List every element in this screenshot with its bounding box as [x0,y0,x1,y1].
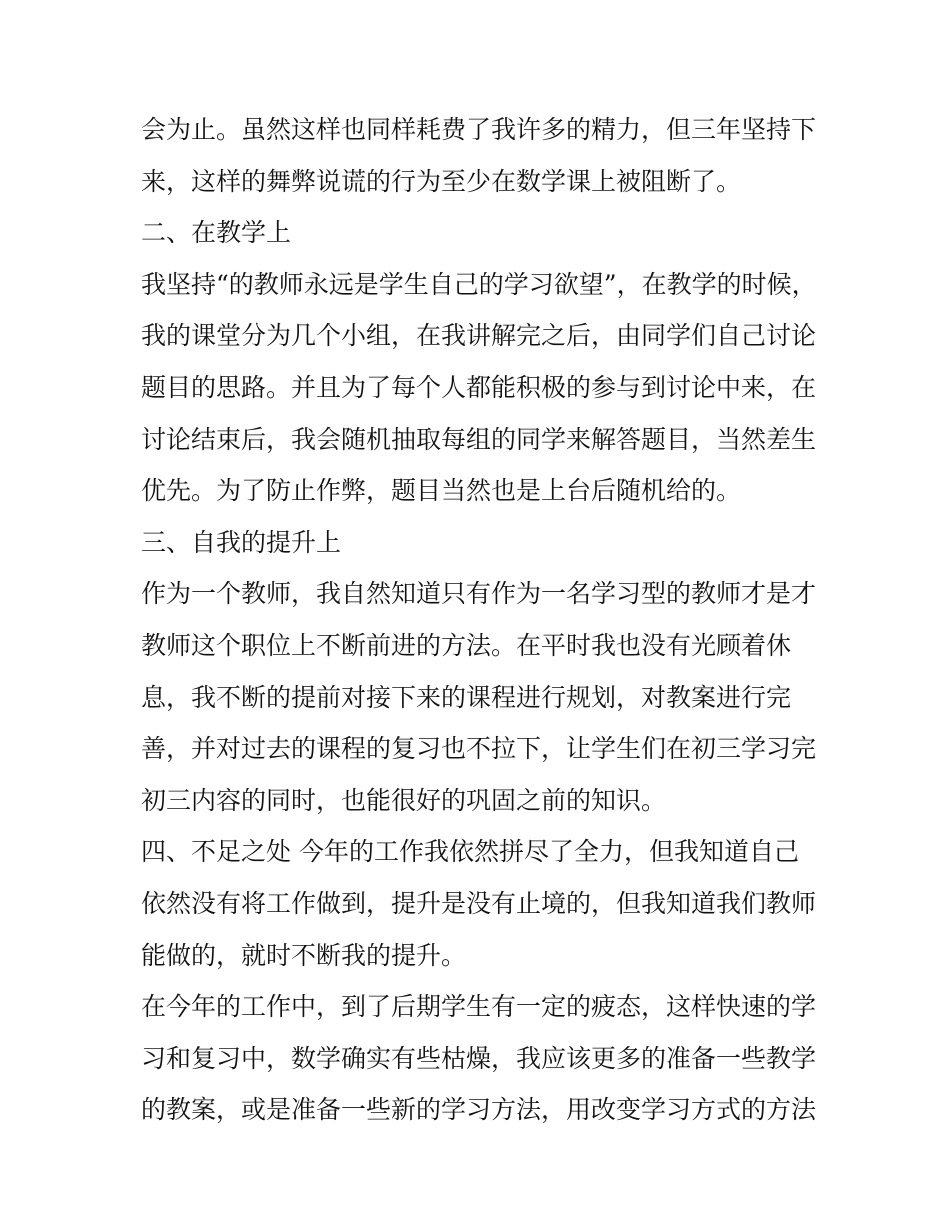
text-line-17: 能做的，就时不断我的提升。 [141,940,467,970]
text-line-20: 的教案，或是准备一些新的学习方法，用改变学习方式的方法 [141,1095,817,1125]
text-line-2: 来，这样的舞弊说谎的行为至少在数学课上被阻断了。 [141,166,742,196]
text-line-6: 题目的思路。并且为了每个人都能积极的参与到讨论中来，在 [141,372,817,402]
section-heading-2: 二、在教学上 [141,218,292,248]
text-line-1: 会为止。虽然这样也同样耗费了我许多的精力，但三年坚持下 [141,115,817,144]
text-line-11: 教师这个职位上不断前进的方法。在平时我也没有光顾着休 [141,630,792,660]
section-heading-4: 四、不足之处 今年的工作我依然拼尽了全力，但我知道自己 [141,837,799,867]
text-line-18: 在今年的工作中，到了后期学生有一定的疲态，这样快速的学 [141,992,817,1022]
text-line-19: 习和复习中，数学确实有些枯燥，我应该更多的准备一些教学 [141,1043,817,1073]
document-body [141,104,817,1136]
text-line-14: 初三内容的同时，也能很好的巩固之前的知识。 [141,785,667,815]
section-heading-3: 三、自我的提升上 [141,527,342,557]
text-line-7: 讨论结束后，我会随机抽取每组的同学来解答题目，当然差生 [141,424,817,454]
text-line-8: 优先。为了防止作弊，题目当然也是上台后随机给的。 [141,476,742,506]
text-line-12: 息，我不断的提前对接下来的课程进行规划，对教案进行完 [141,682,792,712]
text-line-4: 我坚持“的教师永远是学生自己的学习欲望”，在教学的时候， [141,269,817,299]
text-line-5: 我的课堂分为几个小组，在我讲解完之后，由同学们自己讨论 [141,321,817,351]
text-line-10: 作为一个教师，我自然知道只有作为一名学习型的教师才是才 [141,579,817,609]
text-line-13: 善，并对过去的课程的复习也不拉下，让学生们在初三学习完 [141,734,817,764]
text-line-16: 依然没有将工作做到，提升是没有止境的，但我知道我们教师 [141,888,817,918]
